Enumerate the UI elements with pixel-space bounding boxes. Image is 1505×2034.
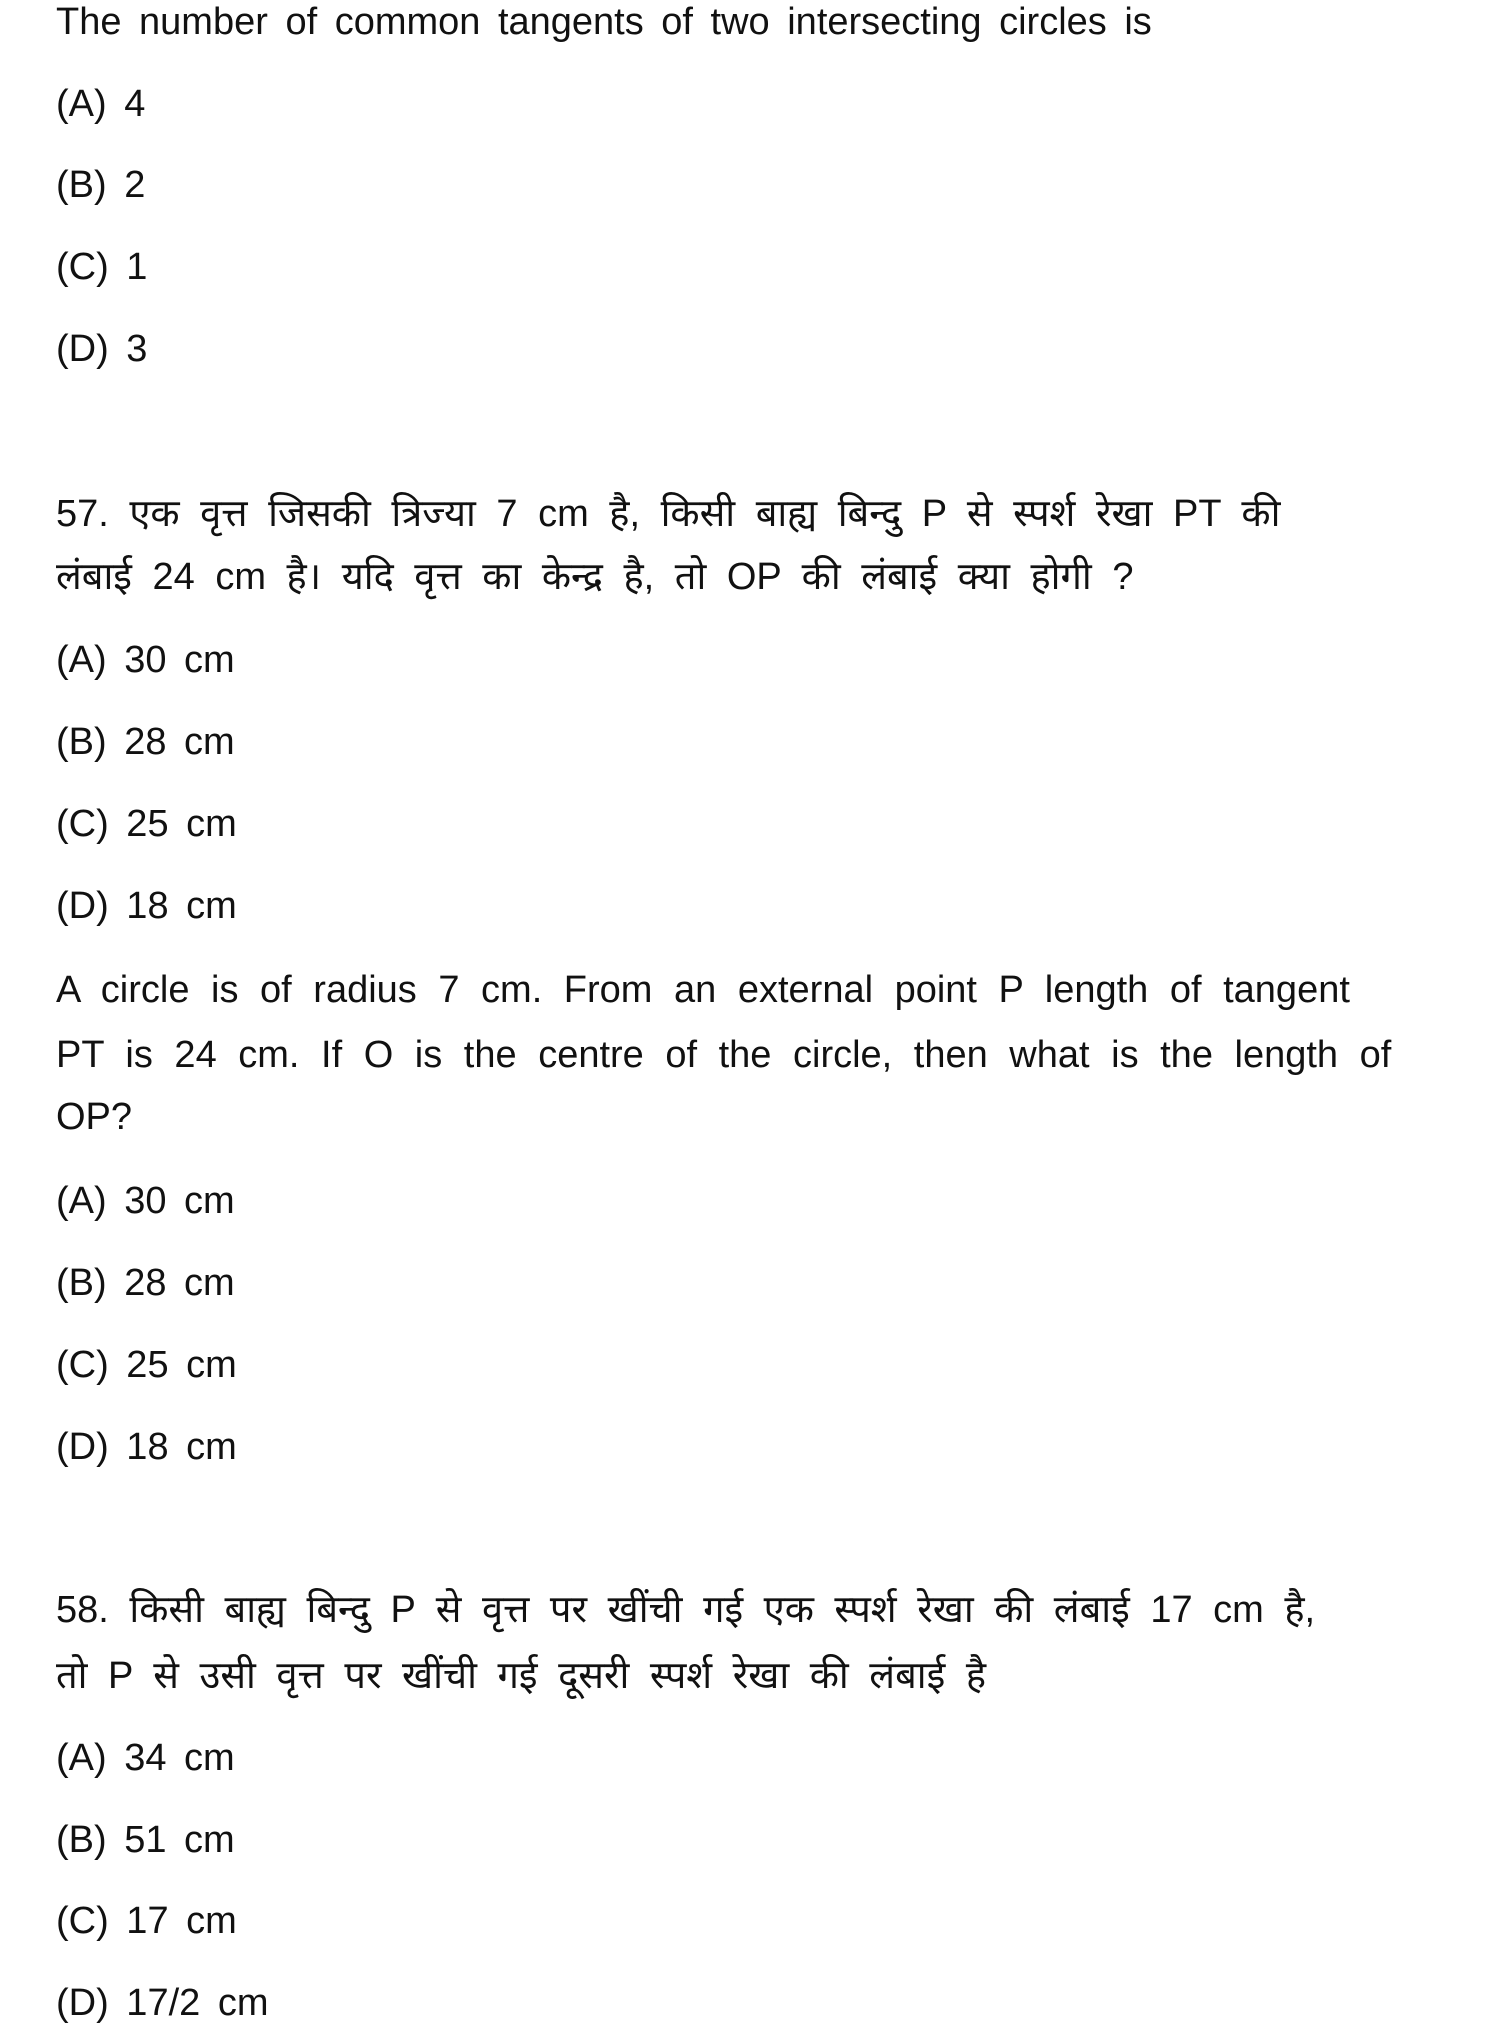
hindi-option-a: (A) 30 cm	[56, 639, 235, 681]
hindi-option-b: (B) 28 cm	[56, 721, 235, 763]
question-text-english-line: OP?	[56, 1096, 133, 1138]
question-text-hindi-line: 58. किसी बाह्य बिन्दु P से वृत्त पर खींची गई एक स्पर्श रेखा की लंबाई 17 cm है,	[56, 1589, 1316, 1631]
english-option-a: (A) 30 cm	[56, 1180, 235, 1222]
english-option-c: (C) 25 cm	[56, 1344, 237, 1386]
option-a: (A) 4	[56, 83, 146, 125]
question-text-hindi-line: तो P से उसी वृत्त पर खींची गई दूसरी स्पर्श रेखा की लंबाई है	[56, 1655, 987, 1697]
option-b: (B) 2	[56, 164, 146, 206]
option-a: (A) 34 cm	[56, 1737, 235, 1779]
question-text-english-line: PT is 24 cm. If O is the centre of the circle, then what is the length of	[56, 1034, 1392, 1076]
question-text-hindi-line: 57. एक वृत्त जिसकी त्रिज्या 7 cm है, किसी बाह्य बिन्दु P से स्पर्श रेखा PT की	[56, 493, 1281, 535]
option-d: (D) 17/2 cm	[56, 1982, 269, 2024]
option-d: (D) 3	[56, 328, 148, 370]
option-c: (C) 1	[56, 246, 148, 288]
option-c: (C) 17 cm	[56, 1900, 237, 1942]
english-option-d: (D) 18 cm	[56, 1426, 237, 1468]
hindi-option-d: (D) 18 cm	[56, 885, 237, 927]
question-text-english-line: A circle is of radius 7 cm. From an external point P length of tangent	[56, 969, 1350, 1011]
option-b: (B) 51 cm	[56, 1819, 235, 1861]
question-text: The number of common tangents of two intersecting circles is	[56, 1, 1152, 43]
question-text-hindi-line: लंबाई 24 cm है। यदि वृत्त का केन्द्र है, तो OP की लंबाई क्या होगी ?	[56, 556, 1134, 598]
english-option-b: (B) 28 cm	[56, 1262, 235, 1304]
hindi-option-c: (C) 25 cm	[56, 803, 237, 845]
